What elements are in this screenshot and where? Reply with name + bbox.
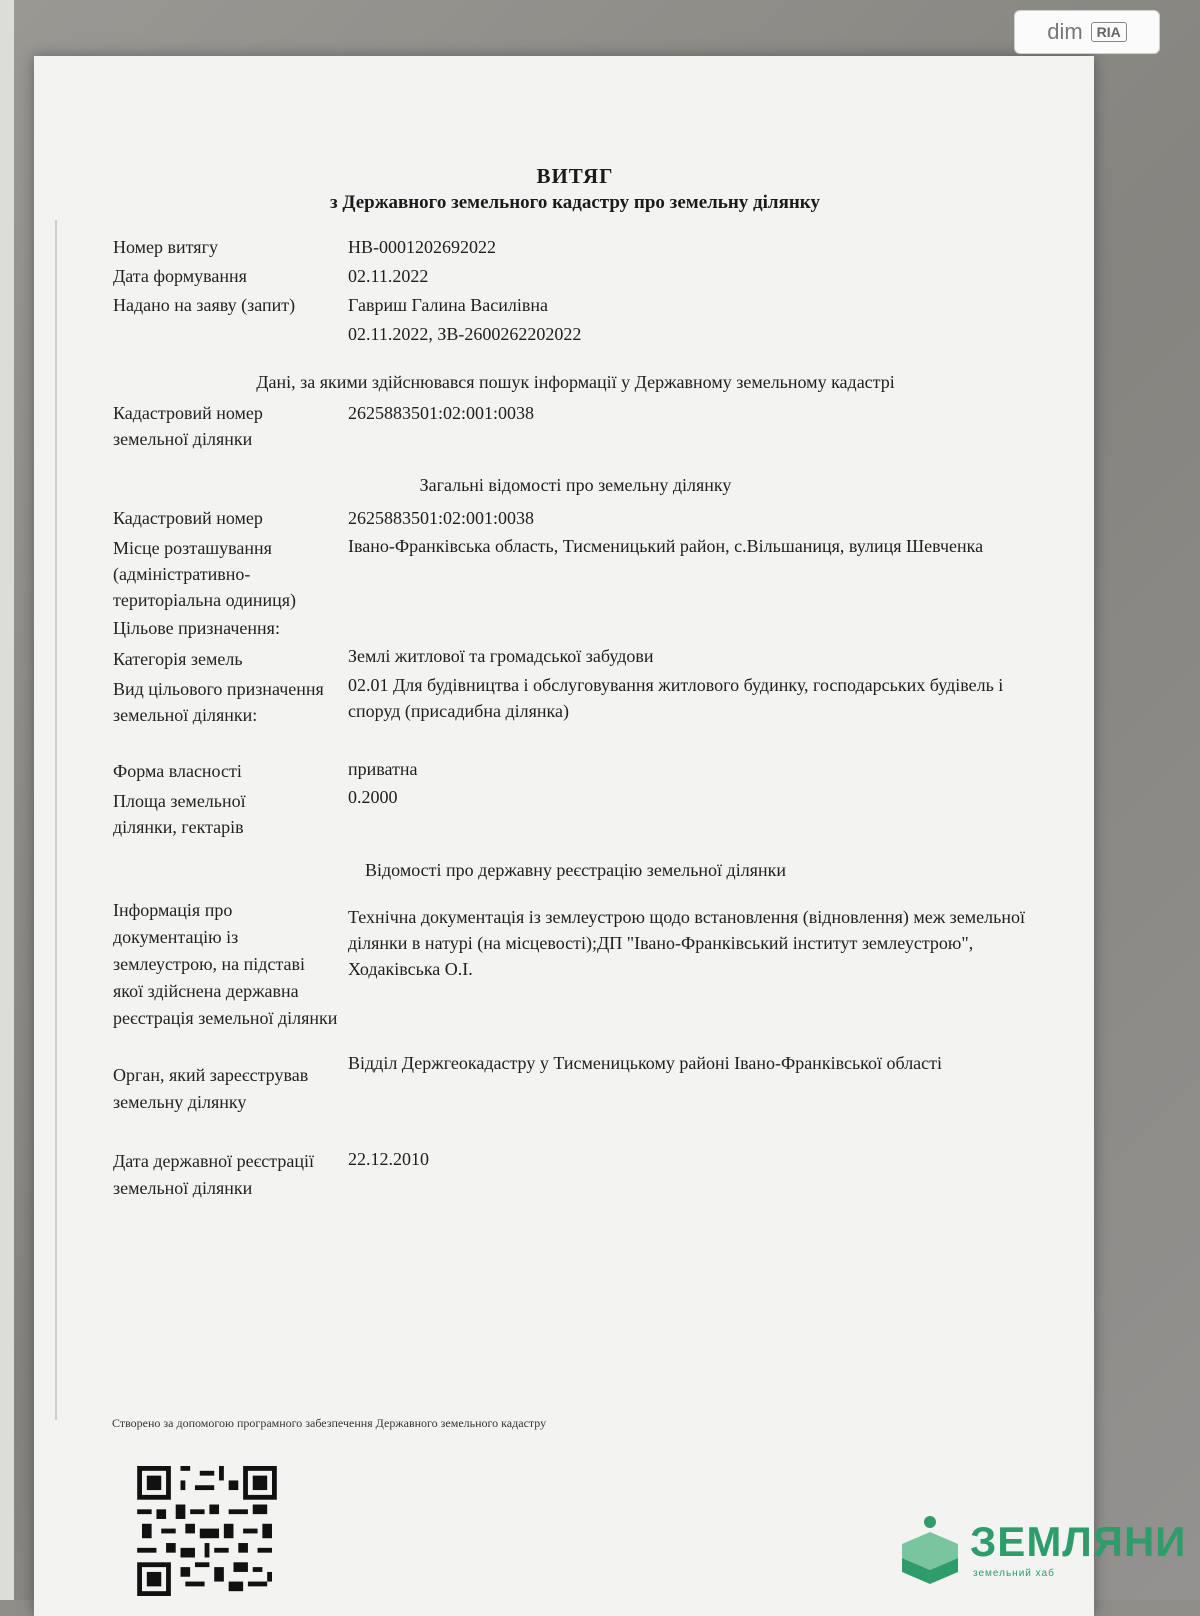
land-category-label: Категорія земель — [113, 649, 243, 669]
document-title: ВИТЯГ — [536, 164, 614, 188]
watermark-badge — [1014, 10, 1160, 54]
documentation-label: Інформація про документацію із землеустрою, на підставі якої здійснена державна реєстрація земельної ділянки — [113, 900, 338, 1028]
location-label: Місце розташування (адміністративно-територіальна одиниця) — [113, 538, 297, 610]
area-label: Площа земельної ділянки, гектарів — [113, 791, 246, 837]
brand-name: ЗЕМЛЯНИ — [970, 1518, 1187, 1565]
request-label: Надано на заяву (запит) — [113, 295, 296, 315]
registration-date-label: Дата державної реєстрації земельної ділянки — [113, 1151, 314, 1198]
extract-number-label: Номер витягу — [113, 237, 218, 257]
document-subtitle: з Державного земельного кадастру про земельну ділянку — [330, 192, 820, 213]
brand-tagline: земельний хаб — [973, 1568, 1055, 1579]
binding-thread — [55, 220, 57, 1420]
applicant-name: Гавриш Галина Василівна — [348, 295, 549, 315]
brand-logo — [898, 1514, 1198, 1594]
cadastral-number-label: Кадастровий номер — [113, 508, 263, 528]
location-value: Івано-Франківська область, Тисменицький район, с.Вільшаниця, вулиця Шевченка — [348, 536, 984, 556]
brand-logo-icon — [898, 1514, 962, 1590]
watermark-ria: RIA — [1091, 22, 1127, 42]
section-heading-search: Дані, за якими здійснювався пошук інформації у Державному земельному кадастрі — [256, 372, 895, 392]
second-sheet-edge — [0, 0, 14, 1600]
purpose-label: Цільове призначення: — [113, 618, 280, 638]
formation-date-value: 02.11.2022 — [348, 266, 429, 286]
registering-body-label: Орган, який зареєстрував земельну ділянку — [113, 1065, 309, 1112]
formation-date-label: Дата формування — [113, 266, 247, 286]
search-cadastral-value: 2625883501:02:001:0038 — [348, 403, 535, 423]
purpose-type-label: Вид цільового призначення земельної ділянки: — [113, 679, 324, 725]
search-cadastral-label: Кадастровий номер земельної ділянки — [113, 403, 263, 449]
purpose-type-value: 02.01 Для будівництва і обслуговування житлового будинку, господарських будівель і споруд (присадибна ділянка) — [348, 675, 1004, 721]
registration-date-value: 22.12.2010 — [348, 1149, 429, 1169]
qr-code — [136, 1466, 278, 1596]
extract-number-value: НВ-0001202692022 — [348, 237, 496, 257]
cadastral-number-value: 2625883501:02:001:0038 — [348, 508, 535, 528]
section-heading-registration: Відомості про державну реєстрацію земельної ділянки — [365, 860, 786, 880]
request-detail: 02.11.2022, ЗВ-2600262202022 — [348, 324, 582, 344]
ownership-value: приватна — [348, 759, 418, 779]
documentation-value: Технічна документація із землеустрою щодо встановлення (відновлення) меж земельної ділянки в натурі (на місцевості);ДП "Івано-Франківський інститут землеустрою", Ходаківська О.І. — [348, 907, 1025, 979]
footer-note: Створено за допомогою програмного забезпечення Державного земельного кадастру — [112, 1416, 547, 1430]
watermark-dim: dim — [1047, 19, 1083, 44]
registering-body-value: Відділ Держгеокадастру у Тисменицькому районі Івано-Франківської області — [348, 1053, 943, 1073]
ownership-label: Форма власності — [113, 761, 242, 781]
area-value: 0.2000 — [348, 787, 398, 807]
land-category-value: Землі житлової та громадської забудови — [348, 646, 654, 666]
section-heading-general: Загальні відомості про земельну ділянку — [419, 475, 732, 495]
